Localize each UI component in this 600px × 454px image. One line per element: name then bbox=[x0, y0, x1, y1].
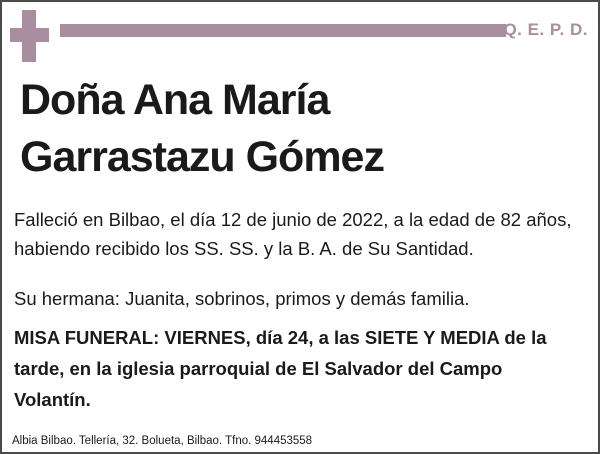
qepd-label: Q. E. P. D. bbox=[503, 20, 588, 39]
deceased-name bbox=[20, 72, 580, 186]
death-notice-paragraph: Falleció en Bilbao, el día 12 de junio de 2022, a la edad de 82 años, habiendo recibido los SS. SS. y la B. A. de Su Santidad. bbox=[14, 209, 572, 259]
cross-icon bbox=[10, 10, 50, 62]
header-divider-bar bbox=[60, 24, 506, 37]
funeral-mass-paragraph: MISA FUNERAL: VIERNES, día 24, a las SIETE Y MEDIA de la tarde, en la iglesia parroquial de El Salvador del Campo Volantín. bbox=[14, 327, 547, 410]
deceased-name-line1: Doña Ana María bbox=[20, 76, 330, 124]
funeral-home-footer: Albia Bilbao. Tellería, 32. Bolueta, Bilbao. Tfno. 944453558 bbox=[12, 435, 313, 447]
deceased-name-line2: Garrastazu Gómez bbox=[20, 133, 384, 181]
cross-horizontal-bar bbox=[10, 28, 49, 42]
family-paragraph: Su hermana: Juanita, sobrinos, primos y demás familia. bbox=[14, 288, 470, 309]
